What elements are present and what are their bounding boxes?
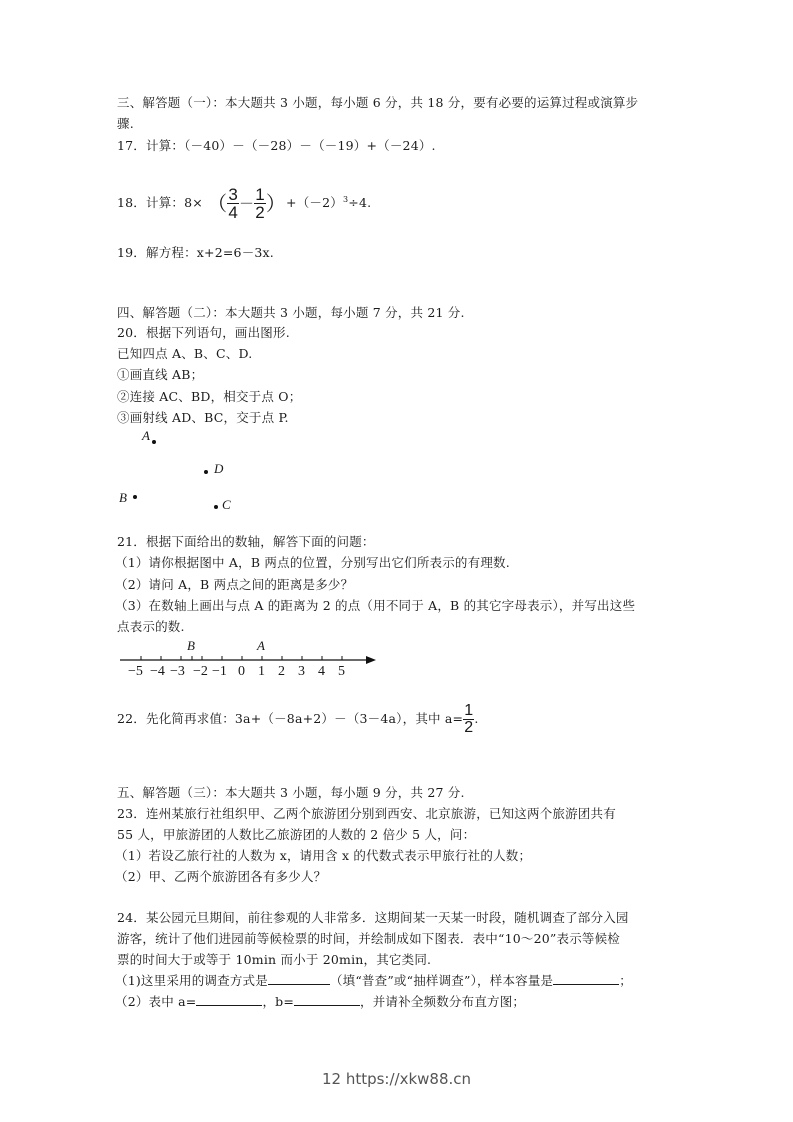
question-23-part1: （1）若设乙旅行社的人数为 x，请用含 x 的代数式表示甲旅行社的人数； (115, 848, 532, 863)
question-24-line2: 游客，统计了他们进园前等候检票的时间，并绘制成如下图表．表中“10～20”表示等候检 (117, 931, 620, 946)
question-23-line2: 55 人，甲旅游团的人数比乙旅游团的人数的 2 倍少 5 人，问： (117, 827, 476, 842)
section3-heading-line1: 三、解答题（一）：本大题共 3 小题，每小题 6 分，共 18 分，要有必要的运算过程或演算步 (117, 95, 639, 110)
question-24-part1 (115, 972, 632, 990)
point-d-dot (204, 470, 208, 474)
q22-suffix: . (474, 711, 479, 726)
q24-part2-text-b: ，b= (262, 994, 295, 1009)
point-a-label: A (142, 428, 150, 443)
q18-frac2-numerator: 1 (255, 185, 265, 205)
tick-label: −5 (128, 664, 143, 679)
question-20-given: 已知四点 A、B、C、D. (117, 346, 253, 361)
point-c-label: C (222, 497, 231, 512)
tick-label: 4 (318, 664, 325, 679)
question-20-step2: ②连接 AC、BD，相交于点 O； (117, 389, 302, 404)
section5-heading: 五、解答题（三）：本大题共 3 小题，每小题 9 分，共 27 分. (117, 785, 465, 800)
a-value-blank[interactable] (196, 993, 262, 1006)
question-18 (117, 181, 371, 223)
tick-label: −4 (150, 664, 165, 679)
tick-label: 3 (298, 664, 305, 679)
survey-method-blank[interactable] (268, 972, 330, 985)
tick-label: 1 (258, 664, 265, 679)
q24-part2-text-a: （2）表中 a= (115, 994, 197, 1009)
point-d-label: D (214, 461, 224, 476)
tick-label: 2 (278, 664, 285, 679)
point-a-dot (152, 440, 156, 444)
sample-size-blank[interactable] (553, 972, 619, 985)
q18-suffix: ÷4. (348, 195, 372, 211)
q18-minus: － (238, 194, 255, 213)
q18-frac1-denominator: 4 (228, 203, 238, 223)
number-line (118, 636, 388, 686)
question-21-title: 21．根据下面给出的数轴，解答下面的问题： (117, 534, 375, 549)
q24-part1-text-c: ； (619, 973, 632, 988)
section3-heading-line2: 骤. (117, 116, 134, 131)
section4-heading: 四、解答题（二）：本大题共 3 小题，每小题 7 分，共 21 分. (117, 305, 465, 320)
question-24-line1: 24．某公园元旦期间，前往参观的人非常多．这期间某一天某一时段，随机调查了部分入园 (117, 910, 629, 925)
tick-label: 0 (238, 664, 245, 679)
question-20-step1: ①画直线 AB； (117, 367, 204, 382)
q18-fraction-2 (254, 186, 266, 221)
q18-close-paren: ） (265, 191, 287, 216)
q18-open-paren: （ (207, 191, 228, 216)
q24-part2-text-c: ，并请补全频数分布直方图； (360, 994, 526, 1009)
q22-frac-numerator: 1 (464, 702, 474, 719)
tick-label: −2 (193, 664, 208, 679)
question-21-part3-line2: 点表示的数. (117, 619, 185, 634)
q22-frac-denominator: 2 (464, 719, 474, 736)
q18-fraction-1 (227, 186, 239, 221)
question-23-line1: 23．连州某旅行社组织甲、乙两个旅游团分别到西安、北京旅游，已知这两个旅游团共有 (117, 806, 616, 821)
question-22 (117, 702, 479, 736)
q22-prefix: 22．先化简再求值：3a+（－8a+2）－（3－4a），其中 a= (117, 711, 464, 726)
q18-prefix: 18．计算：8× (117, 195, 203, 211)
tick-label: 5 (338, 664, 345, 679)
tick-label: −1 (212, 664, 227, 679)
b-value-blank[interactable] (294, 993, 360, 1006)
q18-mid: +（－2） (286, 195, 343, 211)
q18-frac2-denominator: 2 (255, 203, 265, 223)
q22-fraction (463, 703, 474, 736)
number-line-label-a: A (257, 638, 265, 653)
point-c-dot (214, 505, 218, 509)
page-footer: 12 https://xkw88.cn (321, 1070, 472, 1088)
question-21-part2: （2）请问 A，B 两点之间的距离是多少？ (115, 577, 354, 592)
q24-part1-text-b: （填“普查”或“抽样调查”），样本容量是 (329, 973, 554, 988)
question-20-title: 20．根据下列语句，画出图形. (117, 325, 290, 340)
point-b-dot (133, 495, 137, 499)
question-24-part2 (115, 993, 525, 1011)
question-24-line3: 票的时间大于或等于 10min 而小于 20min，其它类同. (117, 952, 432, 967)
tick-label: −3 (170, 664, 185, 679)
q18-exponent: 3 (342, 195, 349, 204)
q18-frac1-numerator: 3 (228, 185, 238, 205)
question-23-part2: （2）甲、乙两个旅游团各有多少人？ (115, 869, 327, 884)
question-21-part1: （1）请你根据图中 A，B 两点的位置，分别写出它们所表示的有理数. (115, 555, 510, 570)
question-19: 19．解方程：x+2=6－3x. (117, 245, 274, 260)
point-b-label: B (119, 490, 127, 505)
question-21-part3-line1: （3）在数轴上画出与点 A 的距离为 2 的点（用不同于 A，B 的其它字母表示），并写出这些 (115, 598, 636, 613)
question-17: 17．计算：（－40）－（－28）－（－19）+（－24）. (117, 138, 436, 153)
q24-part1-text-a: （1)这里采用的调查方式是 (115, 973, 268, 988)
question-20-step3: ③画射线 AD、BC，交于点 P. (117, 410, 289, 425)
number-line-label-b: B (187, 638, 195, 653)
